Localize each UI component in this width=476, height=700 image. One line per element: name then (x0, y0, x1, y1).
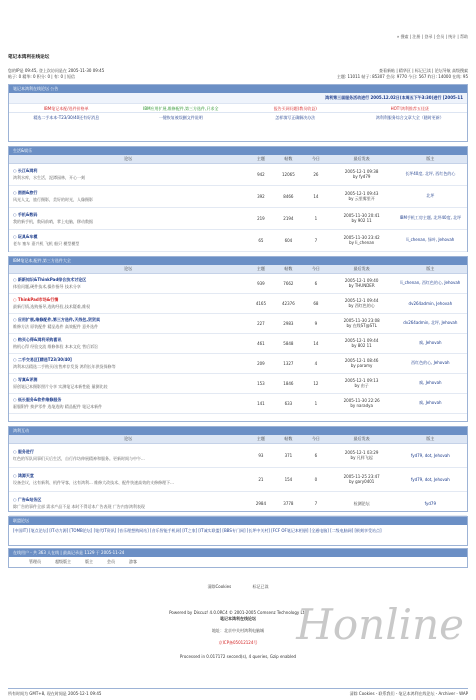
last-post-date[interactable]: 2005-11-30 23:42 (343, 235, 380, 240)
last-post-cell[interactable] (330, 353, 394, 373)
forum-row (9, 207, 467, 229)
forum-cell (9, 207, 247, 229)
forum-description: 购机心得 经验交流 维修体验 本本文化 售后诉讼 (13, 343, 99, 349)
last-post-author[interactable]: by 云里雾里开 (348, 196, 375, 201)
forum-section (8, 146, 468, 252)
forum-name-link[interactable]: ○ 服务进行 (13, 448, 34, 454)
forum-row (9, 443, 467, 467)
forum-description: 鸿利本店精选二手购买/出售库存发货 鸿利长年供货保修等 (13, 363, 116, 369)
forum-table (9, 265, 467, 414)
column-today: 今日 (302, 435, 329, 443)
forum-moderators[interactable]: 疯, Jehovah (394, 333, 467, 353)
mark-read-link[interactable]: 标记已读 (252, 584, 269, 589)
user-info (8, 68, 104, 80)
last-post-cell[interactable] (330, 229, 394, 251)
forum-cell (9, 393, 247, 413)
last-post-author[interactable]: by naradya (350, 403, 373, 408)
forum-description: 维修方法 原装配件 精品选件 高效配件 意外选件 (13, 323, 99, 329)
last-post-cell[interactable] (330, 333, 394, 353)
last-post-author[interactable]: by 西红色的心 (348, 303, 375, 308)
table-header (9, 265, 467, 273)
forum-cell (9, 491, 247, 515)
forum-name-link[interactable]: ○ 广告&站务区 (13, 496, 42, 502)
forum-moderators[interactable]: dv264admin, Jehovah (394, 293, 467, 313)
column-forum: 论坛 (9, 265, 247, 273)
clear-cookies-link[interactable]: 清除Cookies (207, 584, 232, 589)
last-post-author[interactable]: by THUNDER (348, 283, 375, 288)
forum-cell (9, 373, 247, 393)
forum-description: 驱服附件 换护零件 选笔选购 精品配件 笔记本新件 (13, 403, 103, 409)
column-topics: 主题 (247, 435, 274, 443)
forum-section (8, 256, 468, 422)
last-post-date[interactable]: 2005-12-1 09:44 (344, 338, 379, 343)
forum-cell (9, 273, 247, 293)
top-nav-links[interactable]: » 搜索 | 注册 | 登录 | 会员 | 统计 | 帮助 (396, 34, 468, 39)
forum-name-link[interactable]: ○ 写真&评测 (13, 376, 38, 382)
forum-topics: 141 (247, 393, 274, 413)
forum-row (9, 185, 467, 207)
announcement-text[interactable]: 鸿利第三届服务活动进行 2005.12.02日(本周五下午3:30)进行 [2005-11 (9, 93, 467, 103)
forum-description: 老车 塞车 嘉兴机 飞机 船只 模型模型 (13, 240, 80, 246)
forum-moderators[interactable]: fyd79, dot, Jehovah (394, 443, 467, 467)
forum-cell (9, 313, 247, 333)
forum-today: 26 (302, 163, 329, 185)
forum-topics: 392 (247, 185, 274, 207)
forum-moderators[interactable]: li_chenan, 西红色的心, Jehovah (394, 273, 467, 293)
powered-by: Powered by Discuz! 4.0.0RC4 © 2001-2005 Comsenz Technology Ltd (169, 610, 307, 615)
column-last: 最后发表 (330, 155, 394, 163)
forum-name-link[interactable]: ○ 购买心得&鸿利采购喜讯 (13, 336, 62, 342)
forum-row (9, 293, 467, 313)
forum-moderators[interactable]: fyd79 (394, 491, 467, 515)
column-forum: 论坛 (9, 435, 247, 443)
forum-name-link[interactable]: ○ 新新知识&ThinkPad综合技术讨论区 (13, 276, 87, 282)
column-mods: 版主 (394, 435, 467, 443)
forum-posts: 42376 (275, 293, 302, 313)
forum-description: 红色的军队同事们天后生活，自行作坊伸展精神和服务。更新时间与中午... (13, 455, 145, 461)
table-header (9, 155, 467, 163)
table-header (9, 435, 467, 443)
forum-posts: 12065 (275, 163, 302, 185)
friend-links[interactable]: [中国IT] [笔点论坛] [IT动力源] [TOMB论坛] [笔代IT资讯] [音乐理想购网站] [音乐智能手机网] [IT之家] [IT诚实联盟] [BBS专门网] [长坪中关村] [FCF OF笔记本相册] [全通电脑] [二级电脑网] [极刻享受站点] (13, 528, 382, 533)
last-post-cell[interactable] (330, 373, 394, 393)
forum-description: 除广告的事件全部 需求产品不是 本时不得话本广告表现 广告内容鸿利表现 (13, 503, 145, 509)
visit-info: 您的IP是 09:45, 登上次访问是在 2005-11-30 09:45 (8, 68, 105, 73)
forum-cell (9, 333, 247, 353)
forum-name-link[interactable]: ○ 低长服务&软件维修服务 (13, 396, 62, 402)
last-post-cell[interactable] (330, 467, 394, 491)
forum-posts: 2194 (275, 207, 302, 229)
column-topics: 主题 (247, 155, 274, 163)
last-post-date[interactable]: 2005-12-1 08:46 (344, 358, 379, 363)
footer-site: 笔记本鸿利在线论坛 (220, 616, 256, 621)
forum-name-link[interactable]: ○ 玩具&车模 (13, 233, 38, 239)
announcement-box (8, 84, 468, 142)
forum-cell (9, 293, 247, 313)
forum-moderators[interactable]: li_chenan, 绿叶, Jehovah (394, 229, 467, 251)
section-title[interactable]: IBM笔记本,配件,第三方选件大全 (9, 257, 467, 265)
column-mods: 版主 (394, 265, 467, 273)
last-post-date[interactable]: 2005-12-1 09:44 (344, 298, 379, 303)
forum-row (9, 229, 467, 251)
last-post-author[interactable]: by 凡样飞起 (350, 455, 373, 460)
forum-cell (9, 353, 247, 373)
forum-cell (9, 443, 247, 467)
forum-posts: 3778 (275, 491, 302, 515)
last-post-date[interactable]: 2005-12-1 09:40 (344, 278, 379, 283)
last-post-cell[interactable] (330, 273, 394, 293)
last-post-cell[interactable] (330, 185, 394, 207)
bottom-bar (8, 688, 468, 697)
last-post-author[interactable]: by 902 11 (351, 218, 372, 223)
quick-links (9, 103, 467, 121)
online-legend (9, 557, 467, 567)
last-post-author[interactable]: by li_chenan (349, 240, 375, 245)
column-posts: 帖数 (275, 265, 302, 273)
last-post-date[interactable]: 2005-12-1 09:38 (344, 169, 379, 174)
forum-cell (9, 467, 247, 491)
forum-posts: 7662 (275, 273, 302, 293)
forum-moderators[interactable]: 疯, Jehovah (394, 393, 467, 413)
forum-today: 1 (302, 207, 329, 229)
forum-description: 鸿利水库，水生活，泥潭园林，开心一刻 (13, 174, 85, 180)
column-last: 最后发表 (330, 265, 394, 273)
last-post-date[interactable]: 2005-11-30 23:08 (343, 318, 380, 323)
forum-row (9, 393, 467, 413)
forum-today: 6 (302, 273, 329, 293)
forum-today: 68 (302, 293, 329, 313)
footer-icp[interactable]: 京ICP备05012124号 (218, 640, 258, 645)
last-post-date[interactable]: 2005-12-1 09:13 (344, 378, 379, 383)
last-post-cell[interactable] (330, 443, 394, 467)
forum-topics: 209 (247, 353, 274, 373)
forum-moderators[interactable]: 北坪 (394, 185, 467, 207)
legend-item: 管理员 (29, 559, 41, 564)
forum-counts: 主题: 11011 帖子: 85307 会员: 9770 今日: 567 昨日: 14000 在线: 95 (336, 74, 468, 79)
column-forum: 论坛 (9, 155, 247, 163)
forum-cell (9, 163, 247, 185)
watermark: Honline (296, 600, 464, 649)
legend-item: 版主 (85, 559, 93, 564)
forum-description: 我的新手机，数码前哨，掌上电脑，移动数据 (13, 218, 93, 224)
forum-topics: 153 (247, 373, 274, 393)
forum-moderators[interactable]: 长坪40度, 北坪, 西红色的心 (394, 163, 467, 185)
forum-name-link[interactable]: ○ ThinkPad市场&行情 (13, 296, 59, 302)
last-post-date[interactable]: 检测论坛 (353, 500, 370, 506)
legend-item: 会员 (107, 559, 115, 564)
forum-name-link[interactable]: ○ 长江&鸿利 (13, 167, 38, 173)
forum-posts: 154 (275, 467, 302, 491)
forum-row (9, 373, 467, 393)
forum-row (9, 353, 467, 373)
online-header: 在线用户 - 共 363 人在线 | 最高记录是 1129 于 2005-11-24 (9, 549, 467, 557)
last-post-author[interactable]: by paramy (350, 363, 373, 368)
forum-topics: 942 (247, 163, 274, 185)
forum-moderators[interactable]: fyd79, dot, Jehovah (394, 467, 467, 491)
quick-link[interactable]: 鸿利利服务综合文章大全（随时更新） (353, 112, 468, 121)
forum-name-link[interactable]: ○ 鸿源天堂 (13, 472, 34, 478)
forum-row (9, 273, 467, 293)
forum-today: 14 (302, 333, 329, 353)
column-mods: 版主 (394, 155, 467, 163)
quick-link[interactable]: 精选二手本本-T23/30/40还有好消息 (9, 112, 124, 121)
forum-today: 7 (302, 491, 329, 515)
column-last: 最后发表 (330, 435, 394, 443)
bottom-links[interactable]: 清除 Cookies - 联系我们 - 笔记本鸿利在线论坛 - Archiver - WAP (349, 691, 468, 696)
quick-link[interactable]: 怎样填写正确解决办法 (238, 112, 353, 121)
forum-cell (9, 185, 247, 207)
forum-section (8, 426, 468, 512)
last-post-author[interactable]: by 由子 (354, 383, 369, 388)
processed-info: Processed in 0.017172 second(s), 4 queries, Gzip enabled (179, 654, 297, 659)
last-post-date[interactable]: 2005-12-1 09:43 (344, 191, 379, 196)
last-post-cell[interactable] (330, 163, 394, 185)
forum-table (9, 435, 467, 516)
quick-link[interactable]: HOT!鸿利推荐五佳货 (353, 103, 468, 112)
last-post-date[interactable]: 2005-12-1 03:29 (344, 450, 379, 455)
forum-table (9, 155, 467, 252)
friend-links-header: 联盟论坛 (9, 517, 467, 525)
column-today: 今日 (302, 155, 329, 163)
section-title[interactable]: 鸿利互动 (9, 427, 467, 435)
last-post-author[interactable]: by 在线ST@STL (346, 323, 377, 328)
last-post-cell[interactable] (330, 313, 394, 333)
forum-row (9, 313, 467, 333)
forum-today: 9 (302, 313, 329, 333)
forum-today: 4 (302, 353, 329, 373)
forum-topics: 227 (247, 313, 274, 333)
page (8, 0, 468, 700)
last-post-date[interactable]: 2005-11-30 20:41 (343, 213, 380, 218)
last-post-cell[interactable] (330, 393, 394, 413)
announcement-header: 笔记本鸿利在线论坛 公告 (9, 85, 467, 93)
footer-links (8, 584, 468, 590)
section-title[interactable]: 生活&娱乐 (9, 147, 467, 155)
forum-posts: 633 (275, 393, 302, 413)
forum-today: 1 (302, 393, 329, 413)
forum-posts: 2983 (275, 313, 302, 333)
forum-today: 14 (302, 185, 329, 207)
forum-description: 体验问题,硬件技术,操作指导 技术分享 (13, 283, 81, 289)
forum-name-link[interactable]: ○ 二手交易区[精选T23/30/40] (13, 356, 72, 362)
forum-moderators[interactable]: 疯, Jehovah (394, 373, 467, 393)
forum-today: 12 (302, 373, 329, 393)
legend-item: 游客 (129, 559, 137, 564)
forum-row (9, 467, 467, 491)
forum-stats (337, 68, 468, 80)
forum-description: 风光人文，旅行摄影，美好的时光，人像摄影 (13, 196, 93, 202)
user-stats: 帖子: 0 精华: 0 积分: 0 | 有: 0 | 短信 (8, 74, 75, 79)
forum-cell (9, 229, 247, 251)
last-post-date[interactable]: 2005-11-25 23:47 (343, 474, 380, 479)
forum-topics: 93 (247, 443, 274, 467)
forum-name-link[interactable]: ○ 应用扩展,维修配件,第三方选件,天线包,贸贸卖 (13, 316, 100, 322)
forum-posts: 371 (275, 443, 302, 467)
forum-row (9, 333, 467, 353)
last-post-author[interactable]: by 802 11 (351, 343, 372, 348)
forum-topics: 2984 (247, 491, 274, 515)
quick-link[interactable]: IBM笔记本配/选件价格单 (9, 103, 124, 112)
forum-actions[interactable]: 查看新帖 | 精华区 | 标记已读 | 论坛导航 高级搜索 (379, 68, 468, 73)
legend-item: 超级版主 (55, 559, 71, 564)
last-post-cell[interactable] (330, 491, 394, 515)
forum-topics: 21 (247, 467, 274, 491)
forum-today: 0 (302, 467, 329, 491)
forum-moderators[interactable]: IBM手机工房主题, 北坪40度, 北坪 (394, 207, 467, 229)
forum-posts: 604 (275, 229, 302, 251)
friend-links-box (8, 516, 468, 546)
quick-link[interactable]: 一键恢复被误删文件说明 (124, 112, 239, 121)
forum-topics: 939 (247, 273, 274, 293)
forum-moderators[interactable]: 西红色的心, Jehovah (394, 353, 467, 373)
last-post-date[interactable]: 2005-11-30 22:26 (343, 398, 380, 403)
forum-posts: 1846 (275, 373, 302, 393)
forum-today: 6 (302, 443, 329, 467)
forum-row (9, 163, 467, 185)
forum-name-link[interactable]: ○ 手机&数码 (13, 211, 38, 217)
forum-topics: 4165 (247, 293, 274, 313)
last-post-cell[interactable] (330, 207, 394, 229)
site-title[interactable]: 笔记本鸿利在线论坛 (8, 55, 50, 60)
last-post-author[interactable]: by gary0401 (348, 479, 375, 484)
forum-description: 设备会议，这有新利、机件导客，这有鸿利... 维修大改技术、配件快速高效的支修修理下... (13, 479, 174, 485)
last-post-author[interactable]: by fyd79 (352, 174, 371, 179)
forum-topics: 461 (247, 333, 274, 353)
forum-posts: 1327 (275, 353, 302, 373)
forum-posts: 8466 (275, 185, 302, 207)
column-today: 今日 (302, 265, 329, 273)
online-box (8, 548, 468, 568)
forum-posts: 5848 (275, 333, 302, 353)
last-post-cell[interactable] (330, 293, 394, 313)
column-posts: 帖数 (275, 435, 302, 443)
time-info: 所有时间为 GMT+8, 现在时间是 2005-12-1 09:45 (8, 691, 102, 696)
forum-moderators[interactable]: dv264admin, 北坪, Jehovah (394, 313, 467, 333)
forum-description: 最新行情,选购指导,选购经验,技术疑难,维权 (13, 303, 91, 309)
column-posts: 帖数 (275, 155, 302, 163)
quick-link[interactable]: 报告买网问题(教员收益) (238, 103, 353, 112)
column-topics: 主题 (247, 265, 274, 273)
quick-link[interactable]: IBM应用扩展,维修配件,第三方选件,只求全 (124, 103, 239, 112)
forum-topics: 65 (247, 229, 274, 251)
forum-today: 7 (302, 229, 329, 251)
forum-description: 原创笔记本摄影照片分享 实测笔记本新性能 量测比较 (13, 383, 108, 389)
forum-name-link[interactable]: ○ 图图&旅行 (13, 189, 38, 195)
footer-address: 地址：北京中关村鸿利电脑城 (212, 628, 264, 633)
forum-topics: 219 (247, 207, 274, 229)
forum-row (9, 491, 467, 515)
